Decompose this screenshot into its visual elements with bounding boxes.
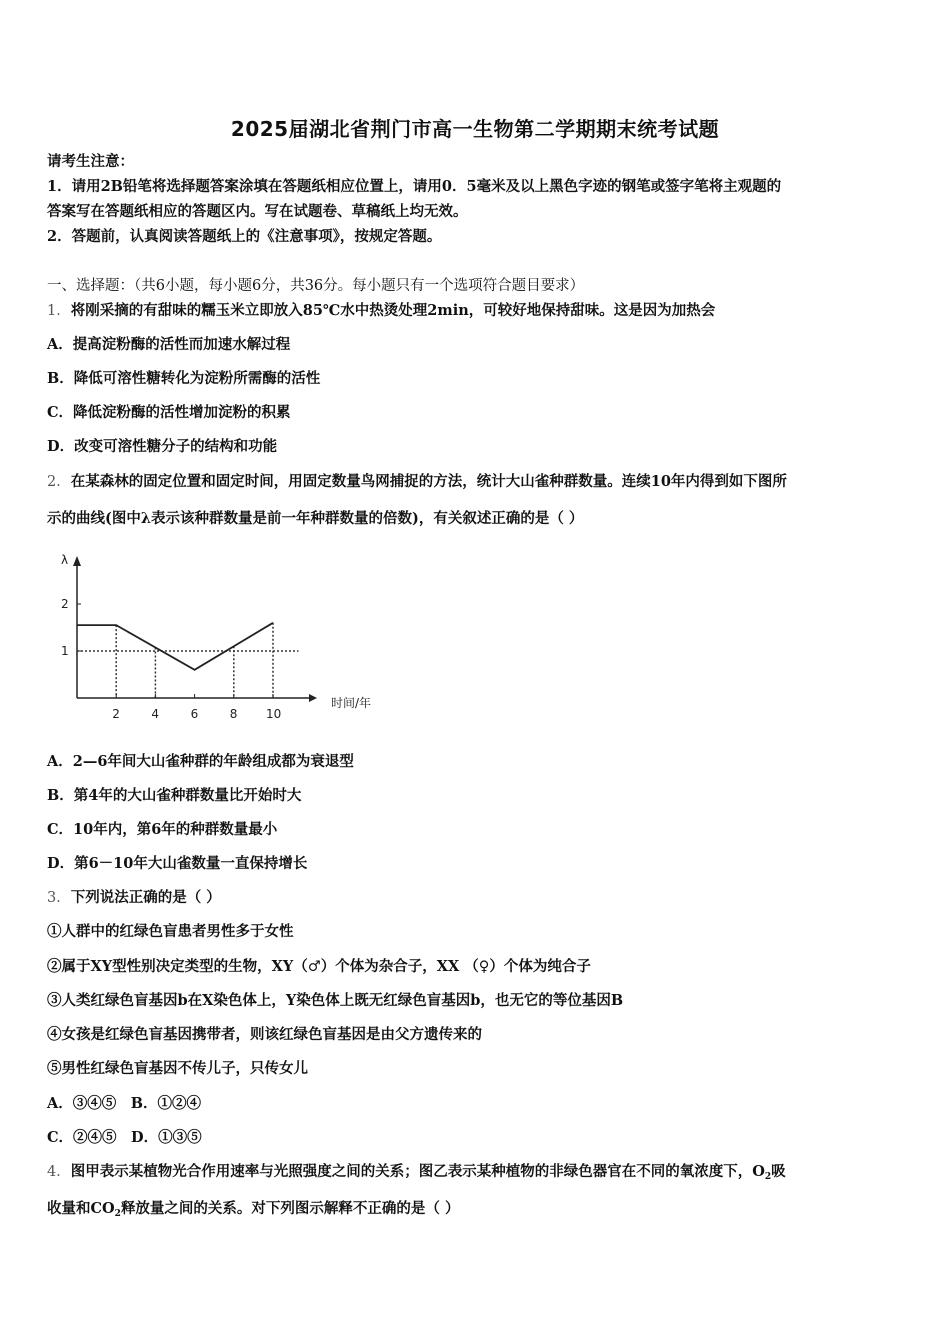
- lambda-series-line: [77, 623, 273, 670]
- subscript: 2: [114, 1209, 121, 1219]
- y-tick-label: 1: [61, 644, 69, 658]
- question-2-stem-line-1: [47, 472, 910, 492]
- x-tick-label: 8: [229, 707, 238, 721]
- section-heading: 一、选择题：（共6小题，每小题6分，共36分。每小题只有一个选项符合题目要求）: [47, 278, 585, 294]
- q2-option-b: B．第4年的大山雀种群数量比开始时大: [47, 787, 302, 804]
- lambda-line-chart: [47, 548, 407, 733]
- question-2-stem-line-2: 示的曲线(图中λ表示该种群数量是前一年种群数量的倍数)，有关叙述正确的是（ ）: [47, 510, 584, 527]
- q2-option-a: A．2—6年间大山雀种群的年龄组成都为衰退型: [47, 753, 354, 770]
- q3-statement-3: ③人类红绿色盲基因b在X染色体上，Y染色体上既无红绿色盲基因b，也无它的等位基因B: [47, 992, 624, 1009]
- question-text: 吸: [771, 1163, 786, 1180]
- notice-item-2: 2．答题前，认真阅读答题纸上的《注意事项》，按规定答题。: [47, 228, 442, 245]
- notice-item-1-line-2: 答案写在答题纸相应的答题区内。写在试题卷、草稿纸上均无效。: [47, 203, 468, 220]
- question-text: 将刚采摘的有甜味的糯玉米立即放入85℃水中热烫处理2min，可较好地保持甜味。这是因为加热会: [70, 302, 716, 319]
- x-axis-label: 时间/年: [331, 696, 372, 710]
- y-axis-label: λ: [61, 553, 69, 567]
- x-tick-label: 4: [151, 707, 160, 721]
- question-text: 图甲表示某植物光合作用速率与光照强度之间的关系；图乙表示某种植物的非绿色器官在不同的氧浓度下，O: [70, 1163, 765, 1180]
- q1-option-b: B．降低可溶性糖转化为淀粉所需酶的活性: [47, 370, 321, 387]
- subscript: 2: [764, 1172, 772, 1182]
- q3-options-cd: C．②④⑤ D．①③⑤: [47, 1129, 202, 1146]
- question-3-stem: [47, 888, 910, 908]
- question-number: 4．: [47, 1164, 71, 1180]
- q2-option-d: D．第6－10年大山雀数量一直保持增长: [47, 855, 308, 872]
- q2-option-c: C．10年内，第6年的种群数量最小: [47, 821, 278, 838]
- question-4-stem-line-1: [47, 1162, 910, 1187]
- q1-option-d: D．改变可溶性糖分子的结构和功能: [47, 438, 278, 455]
- question-number: 2．: [47, 474, 71, 490]
- q3-statement-1: ①人群中的红绿色盲患者男性多于女性: [47, 923, 294, 940]
- q3-statement-5: ⑤男性红绿色盲基因不传儿子，只传女儿: [47, 1060, 308, 1077]
- question-1-stem: [47, 301, 910, 321]
- q3-options-ab: A．③④⑤ B．①②④: [47, 1095, 202, 1112]
- question-number: 3．: [47, 890, 71, 906]
- q1-option-a: A．提高淀粉酶的活性而加速水解过程: [47, 336, 291, 353]
- x-tick-label: 6: [190, 707, 199, 721]
- x-axis-arrow: [309, 694, 317, 702]
- question-text: 收量和CO: [47, 1200, 115, 1217]
- y-axis-arrow: [73, 556, 81, 566]
- q1-option-c: C．降低淀粉酶的活性增加淀粉的积累: [47, 404, 291, 421]
- x-tick-label: 10: [266, 707, 282, 721]
- page-title: 2025届湖北省荆门市高一生物第二学期期末统考试题: [230, 117, 720, 141]
- x-tick-label: 2: [112, 707, 120, 721]
- y-tick-label: 2: [61, 597, 69, 611]
- notice-heading: 请考生注意：: [47, 153, 134, 170]
- question-4-stem-line-2: [47, 1199, 910, 1224]
- question-text: 释放量之间的关系。对下列图示解释不正确的是（ ）: [120, 1200, 460, 1217]
- question-text: 在某森林的固定位置和固定时间，用固定数量鸟网捕捉的方法，统计大山雀种群数量。连续10年内得到如下图所: [70, 473, 787, 490]
- question-text: 下列说法正确的是（ ）: [70, 889, 221, 906]
- notice-item-1-line-1: 1．请用2B铅笔将选择题答案涂填在答题纸相应位置上，请用0．5毫米及以上黑色字迹的钢笔或签字笔将主观题的: [47, 178, 782, 195]
- q3-statement-2: ②属于XY型性别决定类型的生物，XY（♂）个体为杂合子，XX （♀）个体为纯合子: [47, 958, 591, 975]
- question-number: 1．: [47, 303, 71, 319]
- q3-statement-4: ④女孩是红绿色盲基因携带者，则该红绿色盲基因是由父方遗传来的: [47, 1026, 482, 1043]
